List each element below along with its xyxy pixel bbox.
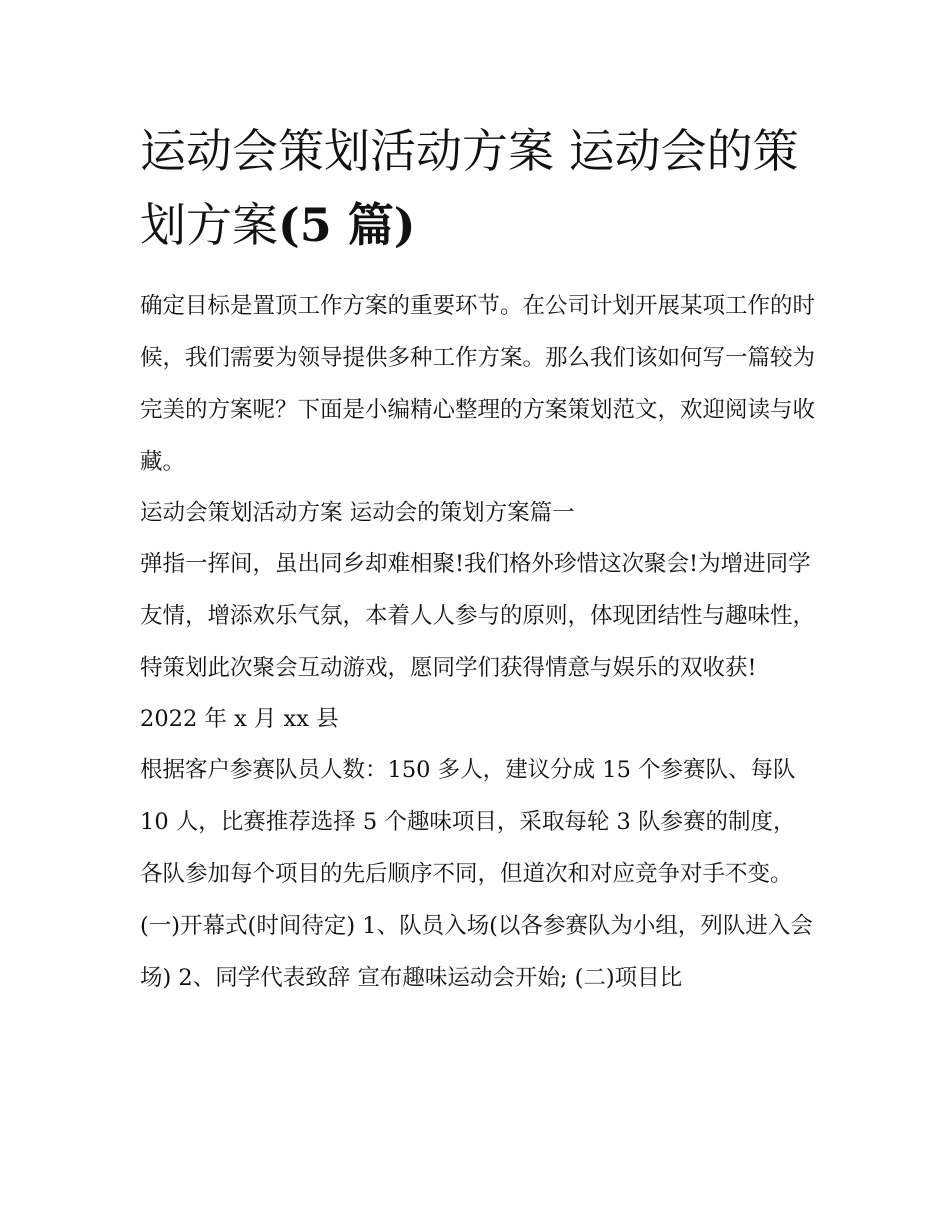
title-paren: (5 篇) — [278, 198, 416, 252]
title-main: 运动会策划活动方案 运动会的策划方案 — [140, 124, 799, 252]
section-heading: 运动会策划活动方案 运动会的策划方案篇一 — [140, 500, 575, 526]
body-paragraph: (一)开幕式(时间待定) 1、队员入场(以各参赛队为小组，列队进入会场) 2、同学代表致辞 宣布趣味运动会开始; (二)项目比 — [140, 913, 813, 991]
document-title — [140, 114, 820, 262]
body-paragraph: 弹指一挥间，虽出同乡却难相聚!我们格外珍惜这次聚会!为增进同学友情，增添欢乐气氛，本着人人参与的原则，体现团结性与趣味性，特策划此次聚会互动游戏，愿同学们获得情意与娱乐的双收获! — [140, 551, 816, 681]
body-paragraph: 根据客户参赛队员人数：150 多人，建议分成 15 个参赛队、每队 10 人，比赛推荐选择 5 个趣味项目，采取每轮 3 队参赛的制度，各队参加每个项目的先后顺序不同，但道次和对应竞争对手不变。 — [140, 757, 796, 887]
date-line: 2022 年 x 月 xx 县 — [140, 706, 339, 732]
document-body — [140, 280, 816, 1004]
intro-paragraph: 确定目标是置顶工作方案的重要环节。在公司计划开展某项工作的时候，我们需要为领导提供多种工作方案。那么我们该如何写一篇较为完美的方案呢？下面是小编精心整理的方案策划范文，欢迎阅读与收藏。 — [140, 293, 816, 475]
